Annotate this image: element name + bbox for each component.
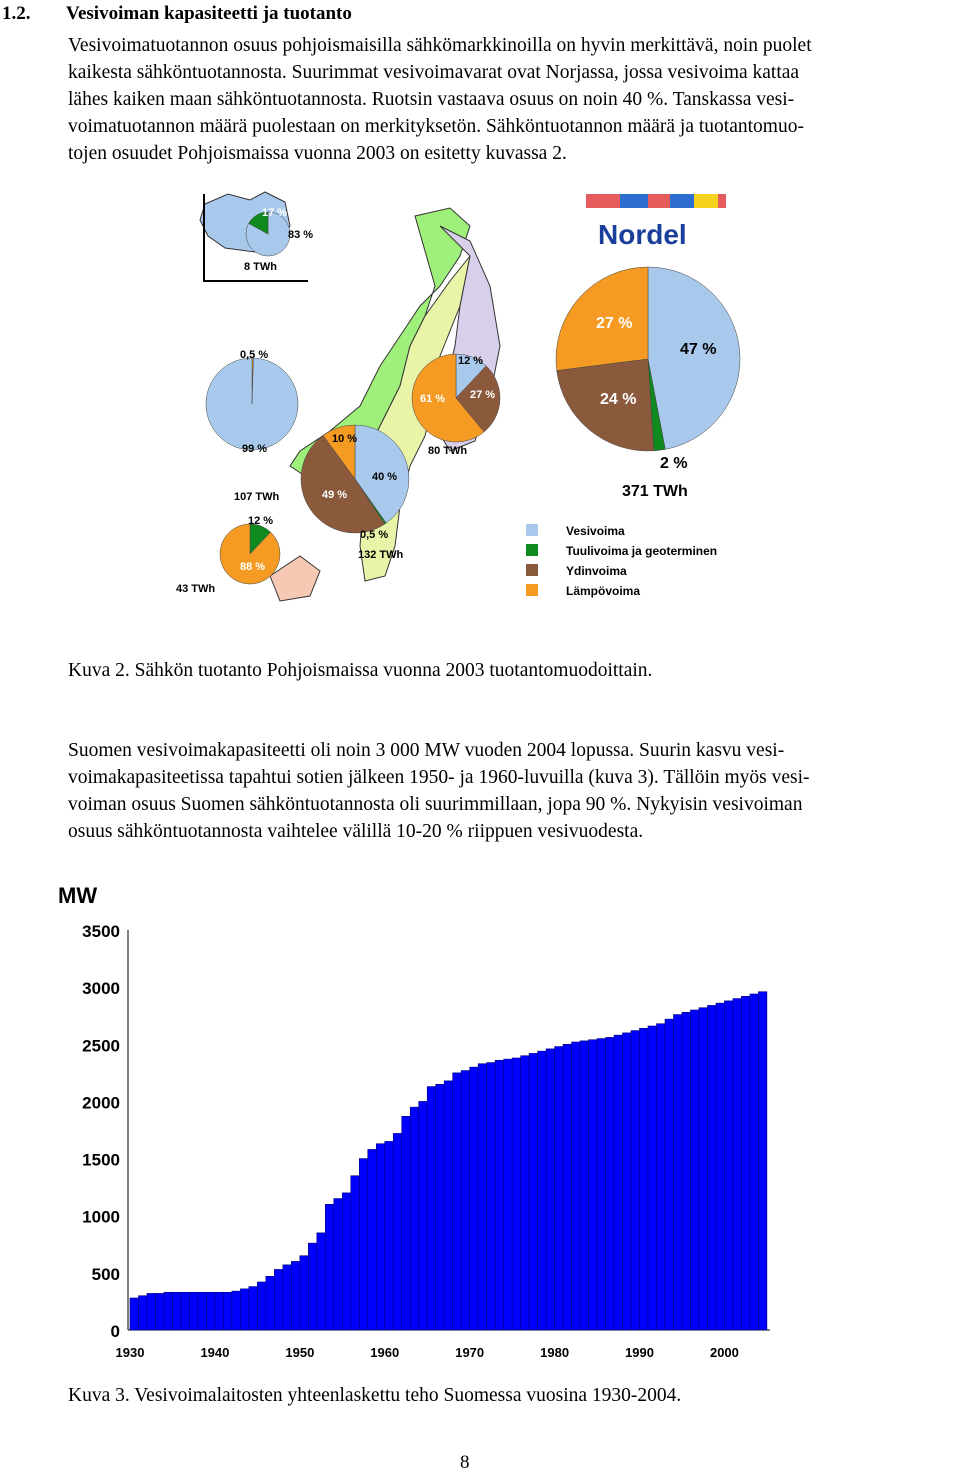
section-number: 1.2. [2,3,31,24]
y-tick-label: 3500 [82,922,120,941]
bar [631,1031,639,1330]
bar [130,1298,138,1330]
denmark-wind-label: 12 % [248,515,274,527]
nordic-wind-label: 2 % [660,455,688,472]
iceland-wind-label: 17 % [262,207,288,219]
chart-y-unit: MW [58,883,98,908]
denmark-total-label: 43 TWh [176,583,216,595]
bar [300,1256,308,1330]
bar [385,1141,393,1330]
bar [138,1296,146,1330]
sweden-thermal-label: 10 % [332,433,358,445]
bar [444,1081,452,1330]
bar [707,1005,715,1330]
norway-pie [206,358,298,450]
bar [266,1276,274,1330]
bar [453,1073,461,1330]
bar [478,1064,486,1330]
paragraph-line: Suomen vesivoimakapasiteetti oli noin 3 000 MW vuoden 2004 lopussa. Suurin kasvu vesi- [68,740,785,761]
sweden-hydro-label: 40 % [372,471,398,483]
bar [240,1289,248,1330]
bar [504,1059,512,1330]
bar [359,1159,367,1330]
section-heading [2,3,352,25]
bar [606,1037,614,1330]
bar [283,1265,291,1330]
bar [673,1015,681,1330]
bar [249,1287,257,1330]
paragraph-line: lähes kaiken maan sähköntuotannosta. Ruotsin vastaava osuus on noin 40 %. Tanskassa vesi- [68,89,795,110]
legend-swatch-thermal [526,584,538,596]
bar [648,1026,656,1330]
bar [172,1292,180,1330]
bar [623,1033,631,1330]
bar [206,1292,214,1330]
x-tick-label: 1930 [115,1345,145,1360]
bar [640,1028,648,1330]
legend-swatch-wind [526,544,538,556]
legend-swatch-nuclear [526,564,538,576]
bar [232,1291,240,1330]
bar [512,1058,520,1330]
bar [198,1292,206,1330]
nordel-logo-text: Nordel [598,219,687,250]
denmark-pie [220,524,280,584]
legend-swatch-hydro [526,524,538,536]
bar [521,1056,529,1330]
bar [223,1292,231,1330]
y-tick-label: 2500 [82,1036,120,1056]
bar [308,1243,316,1330]
bar [741,996,749,1330]
bar [546,1049,554,1330]
x-tick-label: 1950 [285,1345,315,1360]
iceland-total-label: 8 TWh [244,261,277,273]
bar [257,1282,265,1330]
bar [155,1293,163,1330]
paragraph-line: Vesivoimatuotannon osuus pohjoismaisilla sähkömarkkinoilla on hyvin merkittävä, noin puolet [68,35,812,56]
y-tick-label: 1000 [82,1207,120,1227]
bar [758,992,766,1330]
bar [716,1003,724,1330]
bar [657,1024,665,1330]
bar [750,994,758,1330]
paragraph-line: voimatuotannon määrä puolestaan on merkityksetön. Sähköntuotannon määrä ja tuotantomuo- [68,116,804,137]
y-axis-ticks [82,922,120,1341]
finland-total-label: 80 TWh [428,445,468,457]
nordic-production-figure [170,186,790,616]
bar [147,1293,155,1330]
x-tick-label: 1940 [200,1345,230,1360]
nordel-logo [586,194,726,250]
bar [597,1039,605,1330]
y-tick-label: 1500 [82,1150,120,1170]
figure3-caption: Kuva 3. Vesivoimalaitosten yhteenlaskettu teho Suomessa vuosina 1930-2004. [68,1385,682,1406]
figure2-caption: Kuva 2. Sähkön tuotanto Pohjoismaissa vuonna 2003 tuotantomuodoittain. [68,660,653,681]
denmark-thermal-label: 88 % [240,561,266,573]
paragraph-line: osuus sähköntuotannosta vaihtelee välillä 10-20 % riippuen vesivuodesta. [68,821,644,842]
bar [291,1261,299,1330]
x-tick-label: 1960 [370,1345,400,1360]
bar [572,1042,580,1330]
bar [614,1035,622,1330]
section-title: Vesivoiman kapasiteetti ja tuotanto [66,3,352,24]
bar [368,1149,376,1330]
x-tick-label: 1980 [540,1345,570,1360]
x-tick-label: 2000 [709,1345,739,1360]
bar [470,1067,478,1330]
finland-hydro-label: 12 % [458,355,484,367]
sweden-total-label: 132 TWh [358,549,404,561]
bar [724,1001,732,1330]
norway-hydro-label: 99 % [242,443,268,455]
finland-thermal-label: 61 % [420,393,446,405]
chart-bars [130,992,767,1330]
bar [529,1053,537,1330]
bar [589,1040,597,1330]
bar [376,1144,384,1330]
bar [393,1133,401,1330]
legend [526,524,717,598]
bar [427,1087,435,1330]
x-tick-label: 1970 [455,1345,485,1360]
nordic-hydro-label: 47 % [680,341,717,358]
denmark-slice-thermal [220,524,280,584]
legend-label-thermal: Lämpövoima [566,584,641,598]
bar [538,1051,546,1330]
legend-label-hydro: Vesivoima [566,524,625,538]
nordic-thermal-label: 27 % [596,315,633,332]
bar [487,1063,495,1330]
bar [189,1292,197,1330]
bar [274,1269,282,1330]
bar [555,1047,563,1330]
norway-thermal-label: 0,5 % [240,349,269,361]
x-axis-ticks [116,1345,739,1360]
page-number: 8 [460,1452,470,1473]
bar [342,1193,350,1330]
finland-nuclear-label: 27 % [470,389,496,401]
bar [325,1204,333,1330]
nordic-nuclear-label: 24 % [600,391,637,408]
bar [690,1010,698,1330]
sweden-nuclear-label: 49 % [322,489,348,501]
bar [563,1044,571,1330]
bar [334,1199,342,1330]
y-tick-label: 500 [91,1264,120,1284]
bar [436,1084,444,1330]
y-tick-label: 0 [110,1322,120,1341]
legend-label-wind: Tuulivoima ja geoterminen [566,544,718,558]
bar [461,1071,469,1330]
y-tick-label: 2000 [82,1093,120,1113]
bar [682,1012,690,1330]
x-tick-label: 1990 [625,1345,654,1360]
paragraph-line: voimakapasiteetissa tapahtui sotien jälkeen 1950- ja 1960-luvuilla (kuva 3). Tällöin myös vesi- [68,767,810,788]
bar [164,1292,172,1330]
iceland-hydro-label: 83 % [288,229,314,241]
paragraph-1 [68,32,952,167]
legend-label-nuclear: Ydinvoima [566,564,627,578]
bar [317,1233,325,1330]
paragraph-line: tojen osuudet Pohjoismaissa vuonna 2003 on esitetty kuvassa 2. [68,143,567,164]
norway-total-label: 107 TWh [234,491,280,503]
paragraph-line: voiman osuus Suomen sähköntuotannosta oli suurimmillaan, jopa 90 %. Nykyisin vesivoiman [68,794,803,815]
nordic-total-label: 371 TWh [622,483,688,500]
bar [699,1008,707,1330]
paragraph-line: kaikesta sähköntuotannosta. Suurimmat vesivoimavarat ovat Norjassa, jossa vesivoima kattaa [68,62,800,83]
bar [181,1292,189,1330]
y-tick-label: 3000 [82,979,120,999]
bar [495,1060,503,1330]
bar [733,999,741,1330]
norway-slice-hydro [206,358,298,450]
bar [215,1292,223,1330]
hydro-capacity-chart [50,875,790,1375]
sweden-wind-label: 0,5 % [360,529,389,541]
bar [419,1101,427,1330]
bar [410,1107,418,1330]
nordic-total-pie [556,267,740,451]
bar [580,1041,588,1330]
bar [665,1019,673,1330]
nordic-slice-hydro [648,267,740,449]
paragraph-2 [68,737,952,845]
bar [402,1116,410,1330]
bar [351,1176,359,1330]
